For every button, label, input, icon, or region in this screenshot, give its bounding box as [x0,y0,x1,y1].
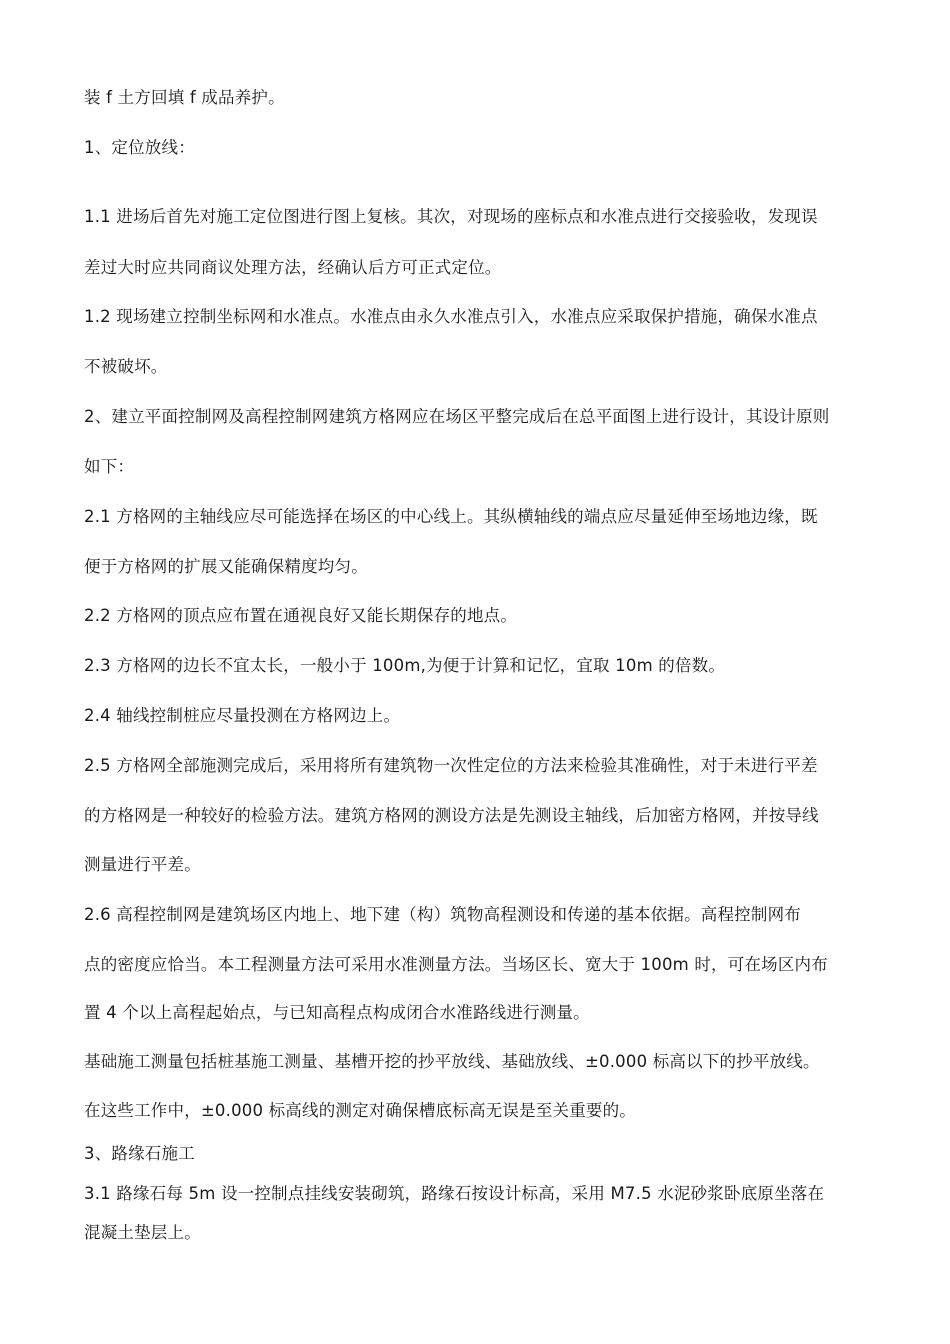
text-line: 1.2 现场建立控制坐标网和水准点。水准点由永久水准点引入，水准点应采取保护措施，确保水准点 [84,307,818,326]
section-heading: 2、建立平面控制网及高程控制网建筑方格网应在场区平整完成后在总平面图上进行设计，其设计原则 [84,407,830,426]
text-line: 如下： [84,457,135,476]
text-line: 3.1 路缘石每 5m 设一控制点挂线安装砌筑，路缘石按设计标高，采用 M7.5 水泥砂浆卧底原坐落在 [84,1184,825,1203]
text-line: 2.2 方格网的顶点应布置在通视良好又能长期保存的地点。 [84,606,518,625]
text-line: 2.5 方格网全部施测完成后，采用将所有建筑物一次性定位的方法来检验其准确性，对于未进行平差 [84,756,818,775]
text-line: 的方格网是一种较好的检验方法。建筑方格网的测设方法是先测设主轴线，后加密方格网，并按导线 [84,806,819,825]
section-heading: 1、定位放线： [84,138,195,157]
text-line: 测量进行平差。 [84,855,201,874]
text-line: 便于方格网的扩展又能确保精度均匀。 [84,557,368,576]
text-line: 装 f 土方回填 f 成品养护。 [84,88,285,107]
text-line: 2.1 方格网的主轴线应尽可能选择在场区的中心线上。其纵横轴线的端点应尽量延伸至场地边缘，既 [84,507,818,526]
text-line: 2.6 高程控制网是建筑场区内地上、地下建（构）筑物高程测设和传递的基本依据。高程控制网布 [84,905,801,924]
text-line: 2.4 轴线控制桩应尽量投测在方格网边上。 [84,706,401,725]
text-line: 2.3 方格网的边长不宜太长，一般小于 100m,为便于计算和记忆，宜取 10m 的倍数。 [84,656,726,675]
text-line: 混凝土垫层上。 [84,1223,201,1242]
text-line: 点的密度应恰当。本工程测量方法可采用水准测量方法。当场区长、宽大于 100m 时，可在场区内布 [84,955,828,974]
text-line: 在这些工作中，±0.000 标高线的测定对确保槽底标高无误是至关重要的。 [84,1101,637,1120]
text-line: 基础施工测量包括桩基施工测量、基槽开挖的抄平放线、基础放线、±0.000 标高以下的抄平放线。 [84,1052,820,1071]
text-line: 差过大时应共同商议处理方法，经确认后方可正式定位。 [84,258,502,277]
text-line: 置 4 个以上高程起始点，与已知高程点构成闭合水准路线进行测量。 [84,1003,590,1022]
section-heading: 3、路缘石施工 [84,1144,195,1163]
text-line: 不被破坏。 [84,357,168,376]
text-line: 1.1 进场后首先对施工定位图进行图上复核。其次，对现场的座标点和水准点进行交接验收，发现误 [84,207,818,226]
